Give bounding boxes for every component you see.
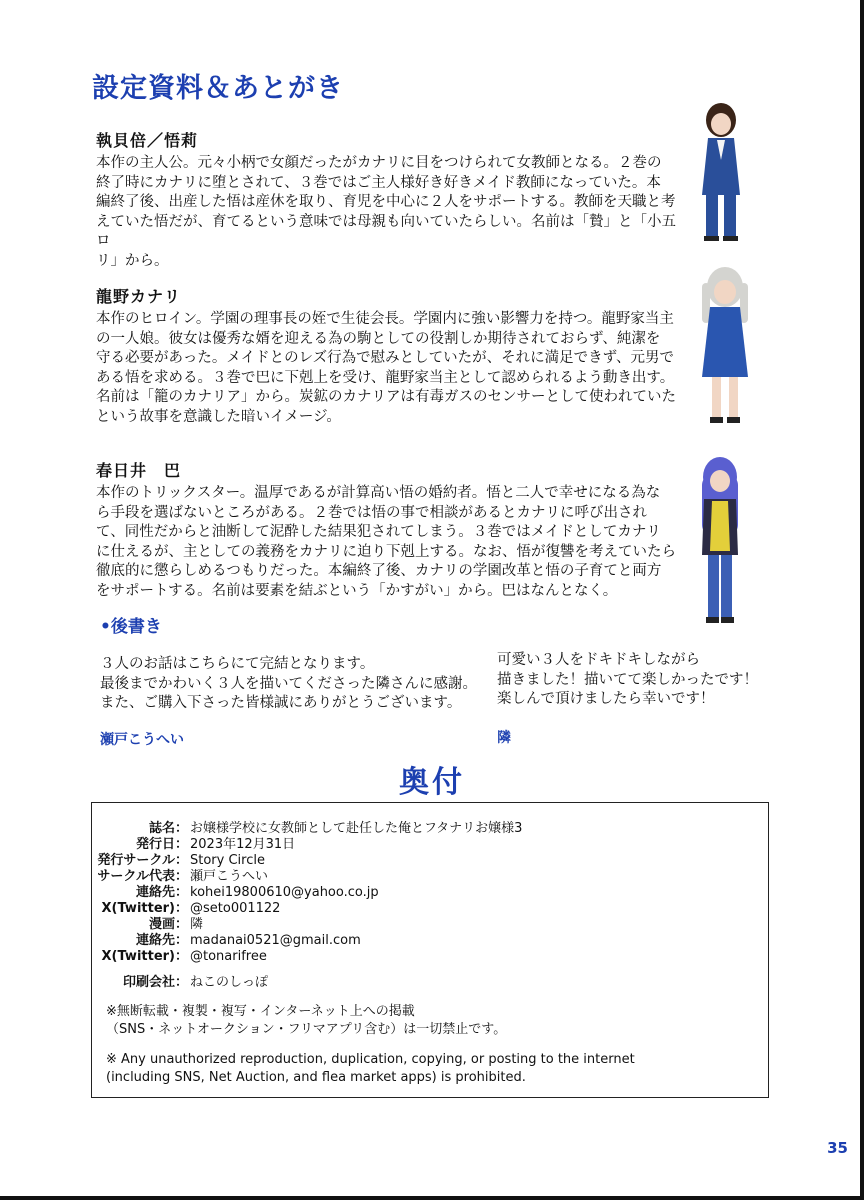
colophon-row-circle	[92, 853, 265, 869]
description-line: ある悟を求める。３巻で巴に下剋上を受け、龍野家当主として認められるよう動き出す。	[96, 369, 675, 386]
character-block-satoru	[96, 128, 676, 271]
message-line: 描きました！描いてて楽しかったです！	[497, 671, 758, 688]
row-key: 発行日：	[135, 837, 188, 852]
description-line: 本作のヒロイン。学園の理事長の姪で生徒会長。学園内に強い影響力を持つ。龍野家当主	[96, 311, 674, 327]
description-line: リ」から。	[96, 252, 169, 269]
colophon-row-contact	[92, 885, 379, 901]
row-key: 印刷会社：	[122, 975, 188, 990]
description-line: て、同性だからと油断して泥酔した結果犯されてしまう。３巻ではメイドとしてカナリ	[96, 524, 661, 540]
artist-signature: 隣	[497, 730, 511, 746]
row-key: 誌名：	[148, 821, 188, 836]
character-block-tomoe	[96, 458, 676, 601]
character-description	[96, 154, 676, 271]
colophon-row-representative	[92, 869, 268, 885]
colophon-row-artist-twitter	[92, 949, 267, 965]
description-line: をサポートする。名前は要素を結ぶという「かすがい」から。巴はなんとなく。	[96, 582, 618, 599]
colophon-row-title	[92, 821, 522, 837]
character-block-kanari	[96, 284, 676, 427]
row-key: 連絡先：	[135, 885, 188, 900]
copyright-notice-en	[106, 1051, 635, 1087]
description-line: ら手段を選ばないところがある。２巻では悟の事で相談があるとカナリに呼び出され	[96, 504, 647, 521]
row-key: 発行サークル：	[97, 853, 188, 868]
description-line: 編終了後、出産した悟は産休を取り、育児を中心に２人をサポートする。教師を天職と考	[96, 194, 676, 210]
row-key: サークル代表：	[97, 869, 188, 884]
character-description	[96, 484, 676, 601]
message-line: 楽しんで頂けましたら幸いです！	[497, 691, 715, 707]
description-line: に仕えるが、主としての義務をカナリに迫り下剋上する。なお、悟が復讐を考えていたら	[96, 543, 676, 560]
character-figure-tomoe	[690, 455, 750, 630]
description-line: 本作の主人公。元々小柄で女顔だったがカナリに目をつけられて女教師となる。２巻の	[96, 155, 662, 171]
row-value: madanai0521@gmail.com	[190, 933, 361, 948]
message-line: ３人のお話はこちらにて完結となります。	[100, 656, 375, 672]
description-line: 名前は「籠のカナリア」から。炭鉱のカナリアは有毒ガスのセンサーとして使われていた	[96, 389, 676, 405]
afterword-author-message	[100, 655, 477, 714]
row-value: 隣	[190, 917, 204, 932]
colophon-box	[91, 802, 769, 1098]
colophon-row-artist	[92, 917, 203, 933]
copyright-notice-jp	[106, 1003, 506, 1039]
row-value: 2023年12月31日	[190, 837, 296, 852]
colophon-row-date	[92, 837, 295, 853]
row-value: @seto001122	[190, 901, 281, 916]
character-name: 龍野カナリ	[96, 287, 182, 306]
afterword-artist-message	[497, 651, 758, 710]
character-name: 執貝倍／悟莉	[96, 131, 199, 150]
character-figure-kanari	[690, 265, 760, 430]
notice-line: （SNS・ネットオークション・フリマアプリ含む）は一切禁止です。	[106, 1022, 507, 1037]
row-key: X(Twitter)：	[101, 949, 188, 964]
description-line: という故事を意識した暗いイメージ。	[96, 408, 341, 425]
description-line: 本作のトリックスター。温厚であるが計算高い悟の婚約者。悟と二人で幸せになる為な	[96, 485, 661, 501]
row-value: @tonarifree	[190, 949, 267, 964]
message-line: 可愛い３人をドキドキしながら	[497, 652, 700, 668]
row-key: X(Twitter)：	[101, 901, 188, 916]
colophon-row-twitter	[92, 901, 280, 917]
afterword-title: •後書き	[100, 617, 162, 637]
character-description	[96, 310, 676, 427]
colophon-row-artist-contact	[92, 933, 361, 949]
row-value: kohei19800610@yahoo.co.jp	[190, 885, 379, 900]
row-key: 連絡先：	[135, 933, 188, 948]
notice-line: ※ Any unauthorized reproduction, duplication, copying, or posting to the internet	[106, 1052, 635, 1067]
page-heading: 設定資料＆あとがき	[92, 73, 344, 104]
row-value: お嬢様学校に女教師として赴任した俺とフタナリお嬢様3	[190, 821, 523, 836]
notice-line: ※無断転載・複製・複写・インターネット上への掲載	[106, 1004, 415, 1019]
colophon-title: 奥付	[399, 765, 465, 800]
description-line: 終了時にカナリに堕とされて、３巻ではご主人様好き好きメイド教師になっていた。本	[96, 174, 661, 191]
row-value: ねこのしっぽ	[190, 975, 269, 990]
character-name: 春日井 巴	[96, 461, 182, 480]
row-value: 瀬戸こうへい	[190, 869, 269, 884]
description-line: 徹底的に懲らしめるつもりだった。本編終了後、カナリの学園改革と悟の子育てと両方	[96, 563, 662, 579]
page-number: 35	[827, 1139, 848, 1157]
author-signature: 瀬戸こうへい	[100, 732, 184, 748]
message-line: 最後までかわいく３人を描いてくださった隣さんに感謝。	[100, 675, 477, 692]
description-line: 守る必要があった。メイドとのレズ行為で慰みとしていたが、それに満足できず、元男で	[96, 350, 674, 366]
colophon-row-printer	[92, 975, 268, 991]
row-value: Story Circle	[190, 853, 265, 868]
message-line: また、ご購入下さった皆様誠にありがとうございます。	[100, 695, 462, 711]
description-line: えていた悟だが、育てるという意味では母親も向いていたらしい。名前は「贄」と「小五ロ	[96, 213, 676, 249]
row-key: 漫画：	[148, 917, 188, 932]
character-figure-satoru	[690, 100, 752, 245]
description-line: の一人娘。彼女は優秀な婿を迎える為の駒としての役割しか期待されておらず、純潔を	[96, 330, 661, 347]
notice-line: (including SNS, Net Auction, and flea market apps) is prohibited.	[106, 1070, 526, 1085]
